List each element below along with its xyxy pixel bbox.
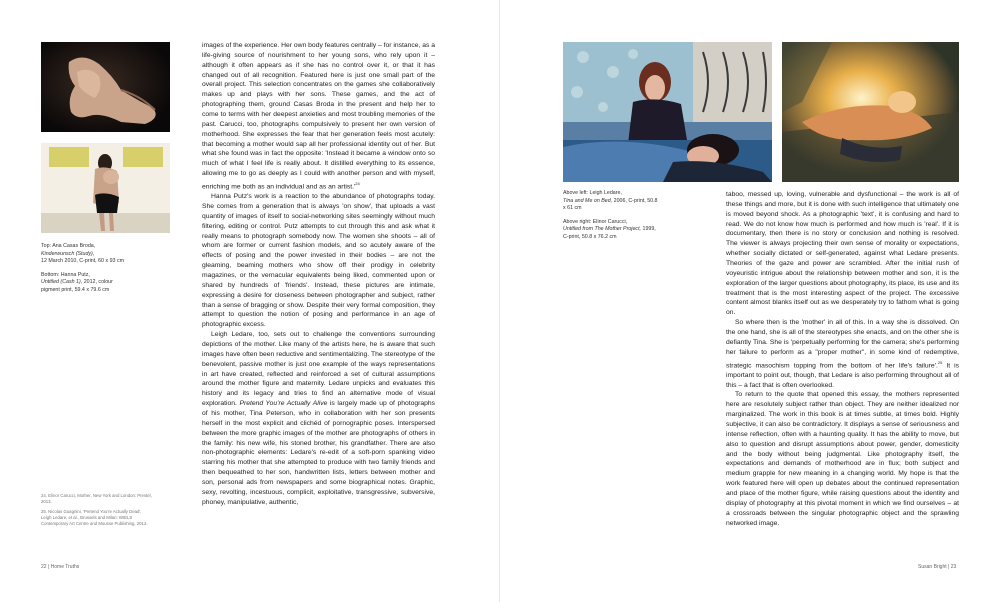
right-page	[500, 0, 1000, 602]
footnote-25: 25. Nicolas Guagnini, 'Pretend You're Actually Dead', Leigh Ledare, et al., Brussels and Milan: WIELS Contemporary Art Centre and Mousse Publishing, 2012.	[41, 508, 148, 527]
folio-right: Susan Bright | 23	[918, 564, 957, 570]
paragraph-4: taboo, messed up, loving, vulnerable and dysfunctional – the work is all of these things and more, but it is done with such intelligence that ultimately one is moved beyond shock. As a photographic 'text', it is confusing and hard to read. We do not know how much is performed and how much is 'real'. If it is documentary, then there is no story or conclusion and nothing is resolved. The viewer is always projecting their own sense of morality or expectations, whether socially dictated or self-generated, against what Ledare presents. Theories of the gaze and power are scrambled. After the initial rush of voyeuristic intrigue about the relationship between mother and son, it is the exploration of the larger questions about photography, its place, its use and its treatment that is the most interesting aspect of the project. The excessive content almost blanks itself out as we desperately try to fathom what is going on.	[726, 191, 959, 317]
captions-left	[41, 243, 131, 301]
footnote-ref-24: 24	[355, 181, 360, 187]
paragraph-5: So where then is the 'mother' in all of this. In a way she is dissolved. On the one hand, she is all of the stereotypes she enacts, and on the other she is defiantly Tina. She is 'perpetually performing for the camera; she's performing her failure to perform as a "proper mother", in some kind of redemptive, strategic masochism topping from the bottom of her life's failure'.$^{25}$ It is important to point out, though, that Ledare is also performing throughout all of this – a fact that is often overlooked.	[726, 319, 959, 389]
caption-above-left: Above left: Leigh Ledare, Tina and Me on Bed, 2006, C-print, 50.8 x 61 cm	[563, 190, 658, 212]
paragraph-1: images of the experience. Her own body features centrally – for instance, as a life-giving source of nourishment to her young sons, who rely upon it – although it often appears as if she has no control over it, or that it has changed out of all recognition. Featured here is just one small part of the overall project. This selection concentrates on the games she collaboratively makes up and plays with her sons. These games, and the act of photographing them, ground Casas Broda in the present and help her to come to terms with her deepest anxieties and most troubling memories of the past. Carucci, too, photographs compulsively to present her own version of motherhood. She expresses the fear that her generation feels most acutely: that becoming a mother would sap all her professional identity out of her. But what she found was in fact the opposite: 'Instead it became a window onto so much of what I feel life is really about. It distilled everything to its essence, allowing me to go as deeply as I could with another person and with myself, enriching me both as an individual and as an $artist.'^{24}$	[202, 42, 436, 191]
photo-mother-son-bed-image	[563, 42, 772, 182]
photo-elinor-carucci	[782, 42, 959, 182]
right-body-text	[726, 190, 959, 528]
caption-bottom: Bottom: Hanna Putz, Untitled (Cash 1), 2012, colour pigment print, 59.4 x 79.6 cm	[41, 271, 113, 293]
photo-mother-child-image	[41, 143, 170, 233]
photo-leigh-ledare	[563, 42, 772, 182]
caption-above-right: Above right: Elinor Carucci, Untitled from The Mother Project, 1999, C-print, 50.8 x 76.2 cm	[563, 218, 656, 240]
footnotes	[41, 493, 153, 530]
photo-nude-figure-image	[41, 42, 170, 132]
photo-casas-broda	[41, 42, 170, 132]
paragraph-6: To return to the quote that opened this essay, the mothers represented here are resolutely subject rather than object. They are neither idealized nor marginalized. The work in this book is at times subtle, at times bold. Highly subjective, it can also be contradictory. It displays a sense of seriousness and intense reflection, often with a haunting quality. It has the ability to move, but also to question and disrupt assumptions about power, gender, domesticity and the body without being judgmental. Like photography itself, the expectations and demands of motherhood are in flux; both subject and medium grapple for new meaning in a changing world. My hope is that the work featured here will open up debates about the continued representation and place of the mother figure, while raising questions about the identity and display of photography at this pivotal moment in which we find ourselves – at a crossroads between the singular photographic object and the sprawling networked image.	[726, 391, 959, 527]
footnote-ref-25: 25	[937, 359, 943, 365]
left-body-text	[202, 41, 435, 508]
folio-left: 22 | Home Truths	[41, 564, 80, 570]
photo-child-on-floor-image	[782, 42, 959, 182]
footnote-24: 24. Elinor Carucci, Mother, New York and London: Prestel, 2013.	[41, 493, 152, 505]
paragraph-2: Hanna Putz's work is a reaction to the abundance of photographs today. She comes from a generation that is always 'on show', that uploads a vast quantity of images of itself to social-networking sites seemingly without much filtering, editing or control. Putz attempts to cut through this and ask what it really means to photograph somebody now. The women she shoots – all of whom are former or current fashion models, and so acutely aware of the effects of posing and the power invested in their bodies – are not the gleaming, beaming mothers who show off their prodigy in celebrity magazines, or the vernacular equivalents being liked, commented upon or shared by hundreds of 'friends'. Instead, these pictures are intimate, expressing a desire for closeness between photographer and subject, rather than a sense of bragging or show. Despite their very formal composition, they attempt to question the notion of posing and performance in an age of photographic excess.	[202, 193, 435, 329]
paragraph-3: Leigh Ledare, too, sets out to challenge the conventions surrounding depictions of the mother. Like many of the artists here, he is aware that such images have often been reductive and sentimentalizing. The stereotype of the benevolent, passive mother is just one example of the ways representations in art have created, reflected and reinforced a set of cultural assumptions around the mother figure and maternity. Ledare unpicks and evaluates this history and its legacy and tries to find an alternative mode of visual exploration. Pretend You're Actually Alive is largely made up of photographs of his mother, Tina Peterson, who in collaboration with her son presents herself in the most explicit and clichéd of pornographic poses. Interspersed between the more graphic images of the mother are photographs of others in the family: his new wife, his stoned brother, his grandfather. There are also non-photographic elements: Ledare's re-edit of a soft-porn spanking video starring his mother that she attempted to produce with two family friends and then bequeathed to her son, handwritten lists, letters between mother and son, personal ads from newspapers and some biographical notes. Graphic, sexy, revolting, incestuous, complicit, exploitative, transgressive, subversive, phoney, manipulative, authentic,	[202, 331, 435, 506]
caption-top: Top: Ana Casas Broda, Kinderwunsch (Study), 12 March 2010, C-print, 60 x 93 cm	[41, 243, 125, 265]
photo-hanna-putz	[41, 143, 170, 233]
captions-right	[563, 190, 658, 248]
